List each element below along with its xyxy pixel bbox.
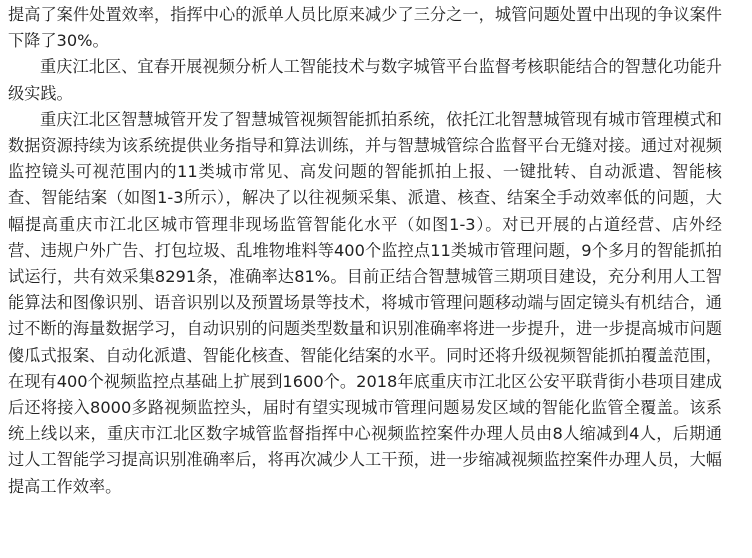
paragraph-intro-tail: 提高了案件处置效率，指挥中心的派单人员比原来减少了三分之一，城管问题处置中出现的争议案件下降了30%。 [8,5,722,51]
paragraph-heading: 重庆江北区、宜春开展视频分析人工智能技术与数字城管平台监督考核职能结合的智慧化功能升级实践。 [8,57,722,103]
paragraph-body: 重庆江北区智慧城管开发了智慧城管视频智能抓拍系统，依托江北智慧城管现有城市管理模式和数据资源持续为该系统提供业务指导和算法训练，并与智慧城管综合监督平台无缝对接。通过对视频监控镜头可视范围内的11类城市常见、高发问题的智能抓拍上报、一键批转、自动派遣、智能核查、智能结案（如图1-3所示），解决了以往视频采集、派遣、核查、结案全手动效率低的问题，大幅提高重庆市江北区城市管理非现场监管智能化水平（如图1-3）。对已开展的占道经营、店外经营、违规户外广告、打包垃圾、乱堆物堆料等400个监控点11类城市管理问题，9个多月的智能抓拍试运行，共有效采集8291条，准确率达81%。目前正结合智慧城管三期项目建设，充分利用人工智能算法和图像识别、语音识别以及预置场景等技术，将城市管理问题移动端与固定镜头有机结合，通过不断的海量数据学习，自动识别的问题类型数量和识别准确率将进一步提升，进一步提高城市问题傻瓜式报案、自动化派遣、智能化核查、智能化结案的水平。同时还将升级视频智能抓拍覆盖范围，在现有400个视频监控点基础上扩展到1600个。2018年底重庆市江北区公安平联背街小巷项目建成后还将接入8000多路视频监控头，届时有望实现城市管理问题易发区域的智能化监管全覆盖。该系统上线以来，重庆市江北区数字城管监督指挥中心视频监控案件办理人员由8人缩减到4人，后期通过人工智能学习提高识别准确率后，将再次减少人工干预，进一步缩减视频监控案件办理人员，大幅提高工作效率。 [8,109,722,496]
